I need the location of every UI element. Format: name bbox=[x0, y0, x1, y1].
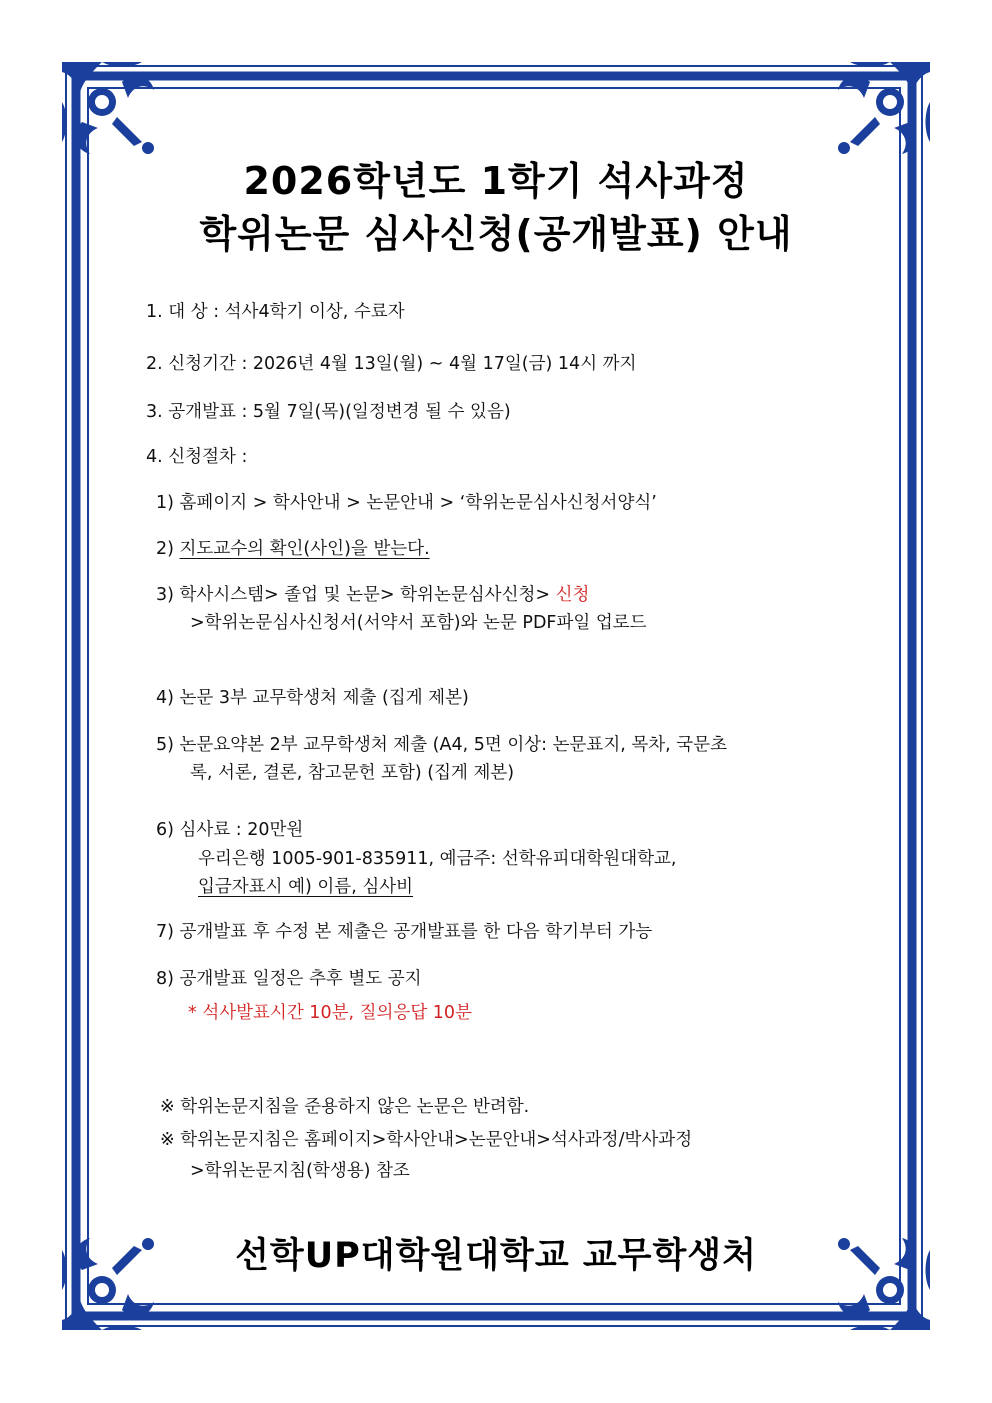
note-1: ※ 학위논문지침을 준용하지 않은 논문은 반려함. bbox=[160, 1097, 530, 1117]
step-8-note: * 석사발표시간 10분, 질의응답 10분 bbox=[188, 1003, 472, 1023]
page-title-line-2: 학위논문 심사신청(공개발표) 안내 bbox=[199, 212, 793, 256]
step-4: 4) 논문 3부 교무학생처 제출 (집게 제본) bbox=[156, 688, 469, 708]
step-7: 7) 공개발표 후 수정 본 제출은 공개발표를 한 다음 학기부터 가능 bbox=[156, 922, 653, 942]
item-presentation: 3. 공개발표 : 5월 7일(목)(일정변경 될 수 있음) bbox=[146, 402, 511, 422]
step-6-line-3: 입금자표시 예) 이름, 심사비 bbox=[198, 877, 414, 897]
step-2-text: 지도교수의 확인(사인)을 받는다. bbox=[179, 539, 430, 559]
note-2-line-2: >학위논문지침(학생용) 참조 bbox=[190, 1161, 410, 1181]
step-3-apply-highlight: 신청 bbox=[555, 585, 590, 605]
page-title-line-1: 2026학년도 1학기 석사과정 bbox=[243, 159, 749, 203]
step-2 bbox=[156, 535, 430, 560]
item-target: 1. 대 상 : 석사4학기 이상, 수료자 bbox=[146, 302, 405, 322]
step-3-line-2: >학위논문심사신청서(서약서 포함)와 논문 PDF파일 업로드 bbox=[190, 613, 647, 633]
step-1: 1) 홈페이지 > 학사안내 > 논문안내 > ‘학위논문심사신청서양식’ bbox=[156, 493, 657, 513]
item-period: 2. 신청기간 : 2026년 4월 13일(월) ~ 4월 17일(금) 14시 까지 bbox=[146, 354, 637, 374]
step-6-line-2: 우리은행 1005-901-835911, 예금주: 선학유피대학원대학교, bbox=[198, 849, 677, 869]
step-3-text: 3) 학사시스템> 졸업 및 논문> 학위논문심사신청> bbox=[156, 585, 556, 605]
item-procedure-heading: 4. 신청절차 : bbox=[146, 447, 248, 467]
note-2-line-1: ※ 학위논문지침은 홈페이지>학사안내>논문안내>석사과정/박사과정 bbox=[160, 1130, 693, 1150]
step-6-line-1: 6) 심사료 : 20만원 bbox=[156, 820, 304, 840]
footer-issuer: 선학UP대학원대학교 교무학생처 bbox=[235, 1236, 757, 1276]
step-5-line-1: 5) 논문요약본 2부 교무학생처 제출 (A4, 5면 이상: 논문표지, 목차, 국문초 bbox=[156, 735, 727, 755]
step-5-line-2: 록, 서론, 결론, 참고문헌 포함) (집게 제본) bbox=[190, 763, 515, 783]
step-3-line-1 bbox=[156, 581, 589, 606]
step-2-number: 2) bbox=[156, 539, 180, 559]
step-8: 8) 공개발표 일정은 추후 별도 공지 bbox=[156, 969, 422, 989]
